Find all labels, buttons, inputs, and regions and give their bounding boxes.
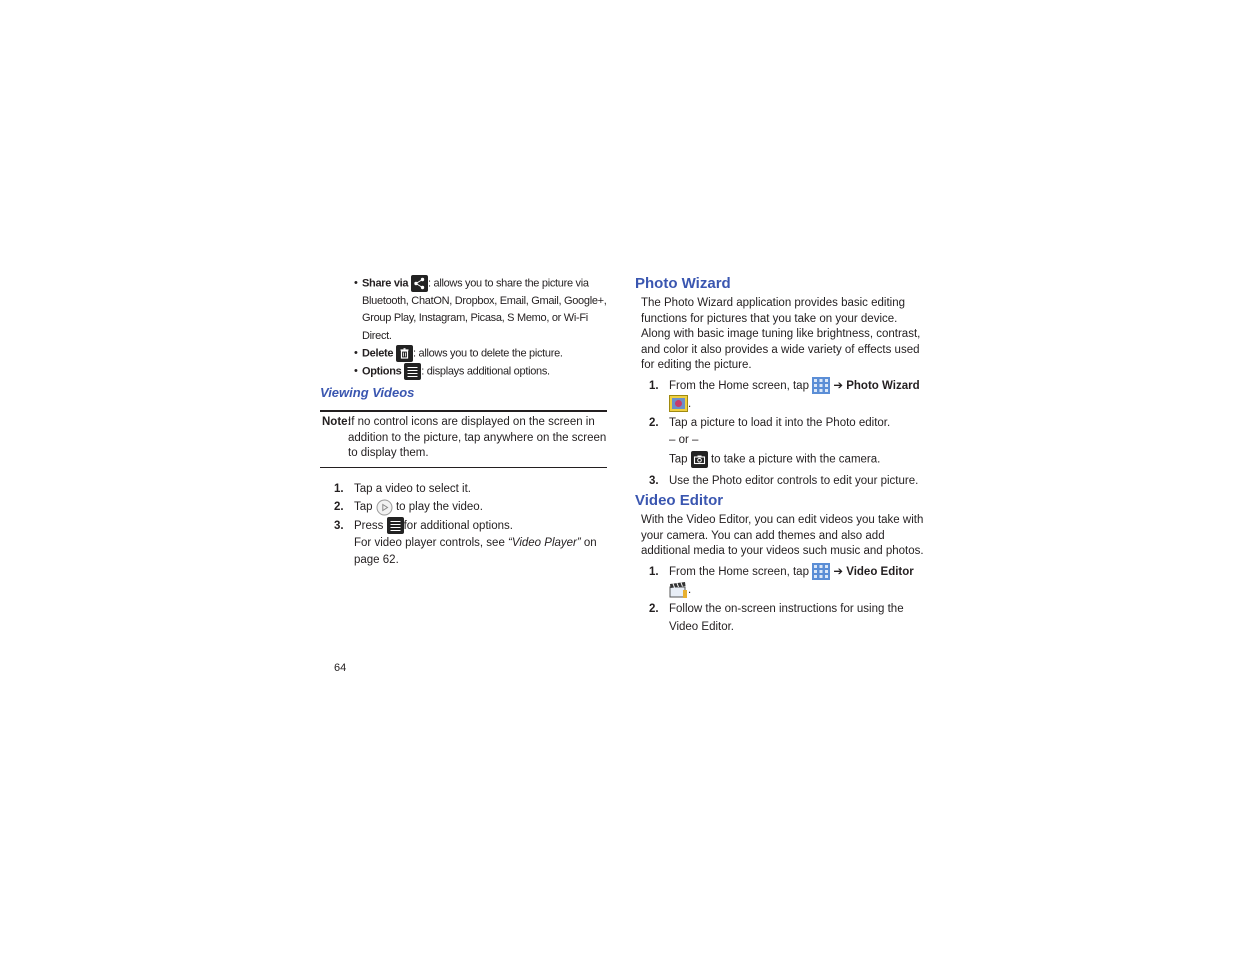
bullet-options: • Options : displays additional options. [320,363,607,381]
play-icon [376,499,393,516]
bullet-text: : displays additional options. [421,365,550,378]
bullet-share-via: • Share via : allows you to share the picture via Bluetooth, ChatON, Dropbox, Email, Gmail, Google+, Group Play, Instagram, Picasa, S Memo, or Wi-Fi Direct. [354,277,607,342]
share-icon [411,275,428,292]
video-editor-steps [635,563,925,637]
photo-wizard-app-icon [669,395,688,412]
step-item: 1. From the Home screen, tap ➔ Photo Wizard . [635,377,925,414]
viewing-videos-heading: Viewing Videos [320,385,415,401]
bullet-text: : allows you to delete the picture. [412,347,563,360]
camera-icon [691,451,708,468]
trash-icon [396,345,413,362]
video-editor-intro: With the Video Editor, you can edit videos you take with your camera. You can add themes and also add additional media to your videos such music and photos. [641,514,924,558]
bullet-text: : allows you to share the picture via Bluetooth, ChatON, Dropbox, Email, Gmail, Google+, Group Play, Instagram, Picasa, S Memo, or Wi-Fi Direct. [362,277,607,342]
video-editor-app-icon [669,582,688,599]
right-column [635,275,925,637]
note-box [320,410,607,468]
viewing-videos-steps [320,480,607,536]
step-item: 1. Tap a video to select it. [334,482,471,495]
bullet-list [320,275,607,381]
bullet-delete: • Delete : allows you to delete the picture. [320,345,607,363]
photo-wizard-steps-cont [635,472,925,491]
step-item: 3. Press for additional options. [320,517,607,536]
cross-reference-link: “Video Player” [508,537,581,550]
bullet-label: Delete [362,347,394,360]
step-item: 2. Tap to play the video. [320,498,607,517]
note-text: If no control icons are displayed on the screen in addition to the picture, tap anywhere on the screen to display them. [348,416,607,460]
note-label: Note: [322,416,352,429]
apps-grid-icon [812,563,830,580]
step-item: 2. Follow the on-screen instructions for using the Video Editor. [649,602,904,634]
left-column [320,275,607,569]
menu-icon [404,363,421,380]
step-item: 2. Tap a picture to load it into the Photo editor. [649,416,891,429]
camera-instruction: Tap to take a picture with the camera. [635,451,925,469]
bullet-label: Share via [362,277,409,290]
menu-icon [387,517,404,534]
or-separator: – or – [669,434,699,446]
video-player-reference: For video player controls, see “Video Player” on page 62. [354,537,597,567]
video-editor-heading: Video Editor [635,492,724,510]
page-number: 64 [334,662,347,674]
photo-wizard-intro: The Photo Wizard application provides basic editing functions for pictures that you take on your device. Along with basic image tuning like brightness, contrast, and color it also provides a wide variety of effects used for editing the picture. [641,297,921,371]
bullet-label: Options [362,365,402,378]
photo-wizard-steps [635,377,925,433]
step-item: 3. Use the Photo editor controls to edit your picture. [649,474,919,487]
photo-wizard-heading: Photo Wizard [635,275,731,292]
apps-grid-icon [812,377,830,394]
step-item: 1. From the Home screen, tap ➔ Video Editor . [635,563,925,600]
